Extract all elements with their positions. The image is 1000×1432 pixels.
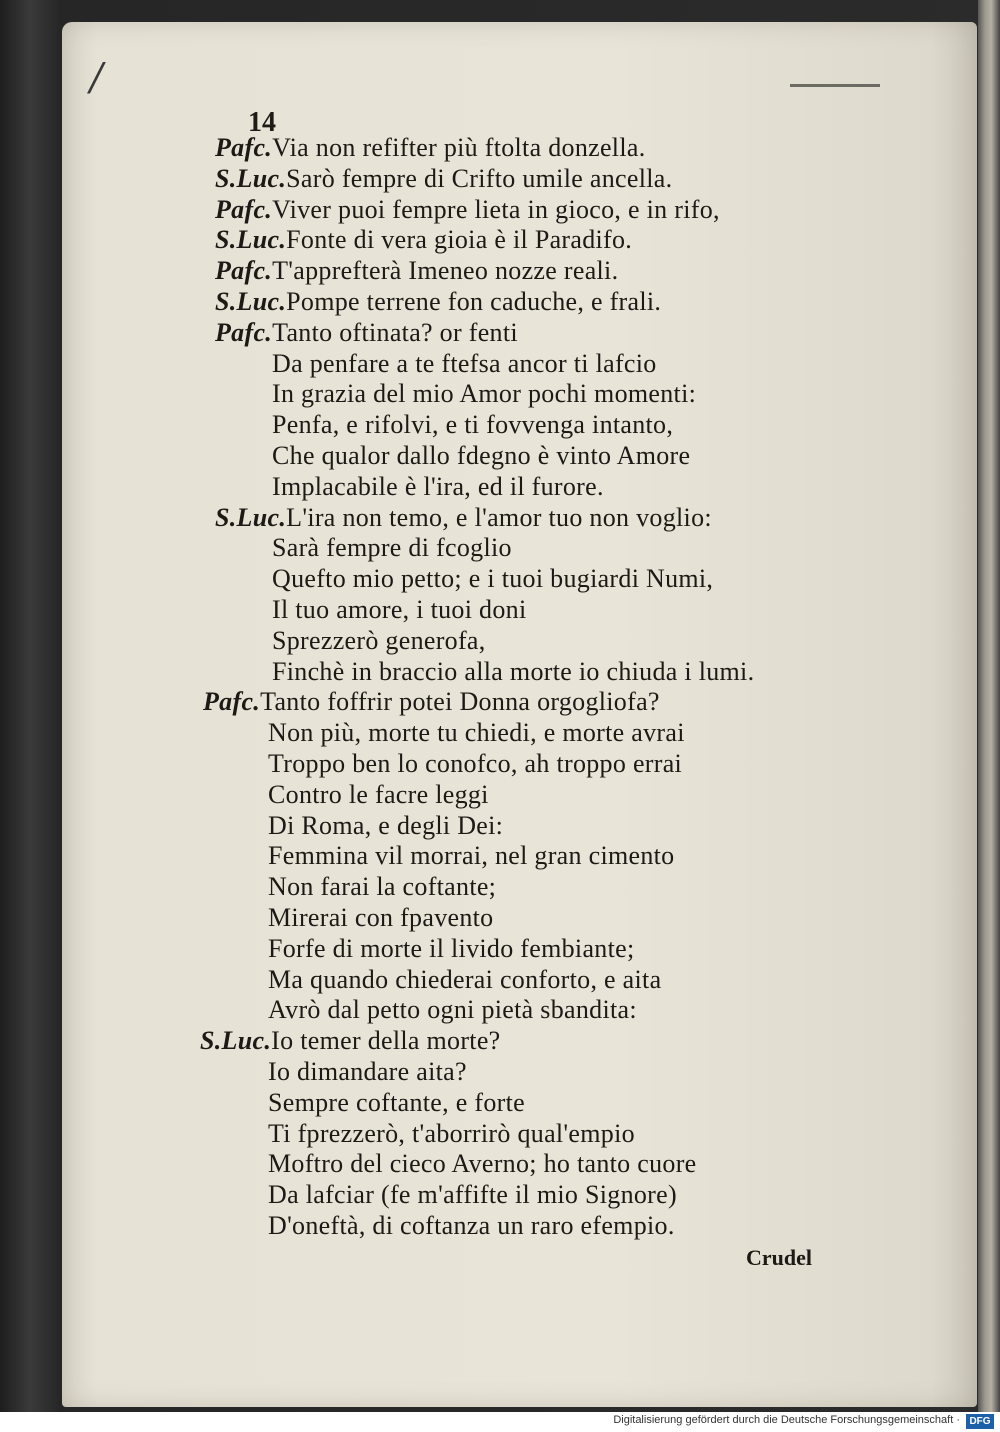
verse-line bbox=[268, 1118, 635, 1149]
verse-line bbox=[215, 286, 661, 317]
book-edge bbox=[978, 0, 1000, 1412]
verse-text: Fonte di vera gioia è il Paradifo. bbox=[286, 225, 633, 255]
verse-line bbox=[268, 1148, 697, 1179]
verse-line bbox=[215, 163, 672, 194]
verse-text: Tanto foffrir potei Donna orgogliofa? bbox=[260, 687, 660, 717]
footer-credit: Digitalisierung gefördert durch die Deutsche Forschungsgemeinschaft · bbox=[613, 1414, 960, 1426]
verse-line bbox=[268, 994, 637, 1025]
verse-line bbox=[215, 224, 632, 255]
verse-text: D'oneftà, di coftanza un raro efempio. bbox=[268, 1211, 675, 1240]
verse-text: Forfe di morte il livido fembiante; bbox=[268, 933, 635, 963]
verse-text: Sprezzerò generofa, bbox=[272, 625, 486, 655]
verse-text: Sarò fempre di Crifto umile ancella. bbox=[286, 163, 673, 193]
verse-text: Io dimandare aita? bbox=[268, 1057, 467, 1086]
verse-text: Ti fprezzerò, t'aborrirò qual'empio bbox=[268, 1118, 635, 1148]
verse-line bbox=[268, 840, 674, 871]
verse-text: Sarà fempre di fcoglio bbox=[272, 533, 512, 563]
ink-stroke bbox=[790, 84, 880, 87]
verse-line bbox=[272, 532, 512, 563]
catchword: Crudel bbox=[746, 1245, 812, 1270]
speaker-label: Pafc. bbox=[215, 133, 273, 162]
verse-line bbox=[268, 871, 496, 902]
verse-text: Io temer della morte? bbox=[271, 1026, 501, 1056]
pencil-mark: / bbox=[90, 55, 103, 99]
verse-line bbox=[272, 409, 673, 440]
verse-line bbox=[268, 810, 503, 841]
verse-text: Via non refifter più ftolta donzella. bbox=[272, 133, 646, 162]
verse-line bbox=[215, 132, 646, 163]
verse-line bbox=[268, 902, 493, 933]
speaker-label: Pafc. bbox=[215, 256, 273, 286]
verse-line bbox=[268, 1210, 675, 1241]
verse-line bbox=[268, 1087, 525, 1118]
verse-text: Da lafciar (fe m'affifte il mio Signore) bbox=[268, 1180, 677, 1210]
verse-text: Sempre coftante, e forte bbox=[268, 1087, 525, 1117]
verse-text: Che qualor dallo fdegno è vinto Amore bbox=[272, 441, 691, 470]
verse-text: Troppo ben lo conofco, ah troppo errai bbox=[268, 749, 683, 778]
verse-line bbox=[268, 748, 682, 779]
verse-line bbox=[215, 502, 712, 533]
verse-line bbox=[215, 317, 518, 348]
verse-text: Da penfare a te ftefsa ancor ti lafcio bbox=[272, 348, 657, 378]
verse-text: Finchè in braccio alla morte io chiuda i lumi. bbox=[272, 656, 755, 686]
verse-line bbox=[272, 471, 604, 502]
verse-line bbox=[272, 625, 486, 656]
verse-line bbox=[268, 717, 685, 748]
verse-text: L'ira non temo, e l'amor tuo non voglio: bbox=[286, 502, 712, 532]
speaker-label: Pafc. bbox=[203, 687, 261, 717]
footer-bar bbox=[0, 1412, 1000, 1432]
speaker-label: S.Luc. bbox=[215, 502, 287, 532]
dfg-logo-icon: DFG bbox=[966, 1414, 994, 1429]
verse-text: In grazia del mio Amor pochi momenti: bbox=[272, 379, 697, 409]
speaker-label: S.Luc. bbox=[200, 1026, 272, 1056]
verse-text: Moftro del cieco Averno; ho tanto cuore bbox=[268, 1149, 697, 1179]
verse-text: Non più, morte tu chiedi, e morte avrai bbox=[268, 718, 685, 748]
page-number: 14 bbox=[248, 107, 276, 138]
verse-text: Viver puoi fempre lieta in gioco, e in rifo, bbox=[272, 194, 720, 224]
verse-text: T'apprefterà Imeneo nozze reali. bbox=[272, 256, 619, 286]
verse-line bbox=[272, 563, 713, 594]
verse-text: Ma quando chiederai conforto, e aita bbox=[268, 964, 662, 994]
speaker-label: S.Luc. bbox=[215, 163, 287, 193]
verse-line bbox=[268, 779, 489, 810]
verse-text: Avrò dal petto ogni pietà sbandita: bbox=[268, 995, 637, 1025]
verse-text: Femmina vil morrai, nel gran cimento bbox=[268, 841, 675, 871]
speaker-label: S.Luc. bbox=[215, 287, 287, 316]
verse-text: Implacabile è l'ira, ed il furore. bbox=[272, 471, 604, 501]
verse-text: Quefto mio petto; e i tuoi bugiardi Numi, bbox=[272, 564, 714, 594]
speaker-label: Pafc. bbox=[215, 317, 273, 347]
verse-line bbox=[268, 1179, 677, 1210]
verse-text: Contro le facre leggi bbox=[268, 779, 489, 809]
verse-line bbox=[203, 686, 660, 717]
verse-line bbox=[268, 964, 661, 995]
speaker-label: S.Luc. bbox=[215, 225, 287, 255]
verse-text: Di Roma, e degli Dei: bbox=[268, 810, 504, 840]
verse-line bbox=[272, 594, 526, 625]
verse-text: Non farai la coftante; bbox=[268, 872, 497, 902]
verse-text: Il tuo amore, i tuoi doni bbox=[272, 595, 527, 624]
verse-line bbox=[215, 194, 720, 225]
verse-line bbox=[268, 933, 634, 964]
verse-line bbox=[268, 1056, 467, 1087]
speaker-label: Pafc. bbox=[215, 194, 273, 224]
verse-text: Tanto oftinata? or fenti bbox=[272, 317, 518, 347]
verse-text: Pompe terrene fon caduche, e frali. bbox=[286, 287, 662, 316]
verse-line bbox=[272, 348, 657, 379]
verse-line bbox=[272, 378, 696, 409]
verse-line bbox=[272, 440, 690, 471]
verse-text: Mirerai con fpavento bbox=[268, 903, 494, 932]
verse-line bbox=[215, 255, 618, 286]
verse-line bbox=[272, 656, 754, 687]
verse-line bbox=[200, 1025, 501, 1056]
verse-text: Penfa, e rifolvi, e ti fovvenga intanto, bbox=[272, 410, 674, 440]
